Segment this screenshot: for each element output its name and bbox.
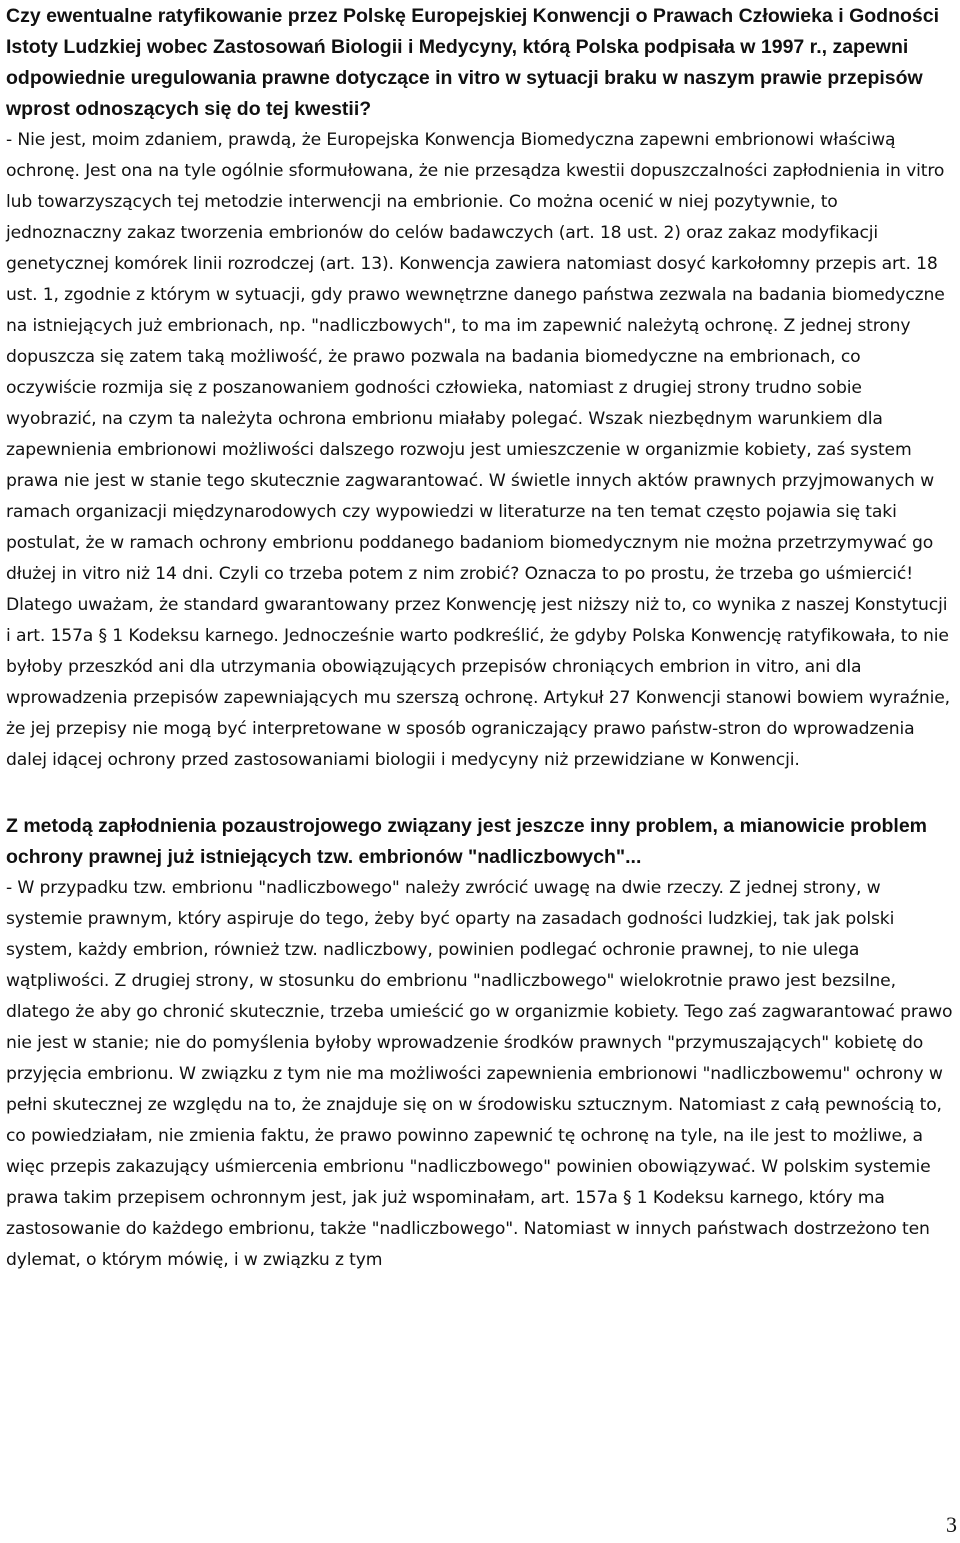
interview-question: Z metodą zapłodnienia pozaustrojowego związany jest jeszcze inny problem, a mianowicie problem ochrony prawnej już istniejących tzw. embrionów "nadliczbowych"... — [6, 815, 928, 868]
interview-question: Czy ewentualne ratyfikowanie przez Polskę Europejskiej Konwencji o Prawach Człowieka i Godności Istoty Ludzkiej wobec Zastosowań Biologii i Medycyny, którą Polska podpisała w 1997 r., zapewni odpowiednie uregulowania prawne dotyczące in vitro w sytuacji braku w naszym prawie przepisów wprost odnoszących się do tej kwestii? — [6, 5, 940, 120]
document-page — [6, 0, 954, 1276]
section-spacer — [6, 776, 954, 810]
page-number: 3 — [946, 1512, 957, 1537]
section-2 — [6, 810, 954, 1276]
interview-answer: - W przypadku tzw. embrionu "nadliczbowego" należy zwrócić uwagę na dwie rzeczy. Z jednej strony, w systemie prawnym, który aspiruje do tego, żeby być oparty na zasadach godności ludzkiej, tak jak polski system, każdy embrion, również tzw. nadliczbowy, powinien podlegać ochronie prawnej, to nie ulega wątpliwości. Z drugiej strony, w stosunku do embrionu "nadliczbowego" wielokrotnie prawo jest bezsilne, dlatego że aby go chronić skutecznie, trzeba umieścić go w organizmie kobiety. Tego zaś zagwarantować prawo nie jest w stanie; nie do pomyślenia byłoby wprowadzenie środków prawnych "przymuszających" kobietę do przyjęcia embrionu. W związku z tym nie ma możliwości zapewnienia embrionowi "nadliczbowemu" ochrony w pełni skutecznej ze względu na to, że znajduje się on w środowisku sztucznym. Natomiast z całą pewnością to, co powiedziałam, nie zmienia faktu, że prawo powinno zapewnić tę ochronę na tyle, na ile jest to możliwe, a więc przepis zakazujący uśmiercenia embrionu "nadliczbowego" powinien obowiązywać. W polskim systemie prawa takim przepisem ochronnym jest, jak już wspominałam, art. 157a § 1 Kodeksu karnego, który ma zastosowanie do każdego embrionu, także "nadliczbowego". Natomiast w innych państwach dostrzeżono ten dylemat, o którym mówię, i w związku z tym — [6, 878, 953, 1270]
interview-answer: - Nie jest, moim zdaniem, prawdą, że Europejska Konwencja Biomedyczna zapewni embrionowi właściwą ochronę. Jest ona na tyle ogólnie sformułowana, że nie przesądza kwestii dopuszczalności zapłodnienia in vitro lub towarzyszących tej metodzie interwencji na embrionie. Co można ocenić w niej pozytywnie, to jednoznaczny zakaz tworzenia embrionów do celów badawczych (art. 18 ust. 2) oraz zakaz modyfikacji genetycznej komórek linii rozrodczej (art. 13). Konwencja zawiera natomiast dosyć karkołomny przepis art. 18 ust. 1, zgodnie z którym w sytuacji, gdy prawo wewnętrzne danego państwa zezwala na badania biomedyczne na istniejących już embrionach, np. "nadliczbowych", to ma im zapewnić należytą ochronę. Z jednej strony dopuszcza się zatem taką możliwość, że prawo pozwala na badania biomedyczne na embrionach, co oczywiście rozmija się z poszanowaniem godności człowieka, natomiast z drugiej strony trudno sobie wyobrazić, na czym ta należyta ochrona embrionu miałaby polegać. Wszak niezbędnym warunkiem dla zapewnienia embrionowi możliwości dalszego rozwoju jest umieszczenie w organizmie kobiety, zaś system prawa nie jest w stanie tego skutecznie zagwarantować. W świetle innych aktów prawnych przyjmowanych w ramach organizacji międzynarodowych czy wypowiedzi w literaturze na ten temat często pojawia się taki postulat, że w ramach ochrony embrionu poddanego badaniom biomedycznym nie można przetrzymywać go dłużej in vitro niż 14 dni. Czyli co trzeba potem z nim zrobić? Oznacza to po prostu, że trzeba go uśmiercić! Dlatego uważam, że standard gwarantowany przez Konwencję jest niższy niż to, co wynika z naszej Konstytucji i art. 157a § 1 Kodeksu karnego. Jednocześnie warto podkreślić, że gdyby Polska Konwencję ratyfikowała, to nie byłoby przeszkód ani dla utrzymania obowiązujących przepisów chroniących embrion in vitro, ani dla wprowadzenia przepisów zapewniających mu szerszą ochronę. Artykuł 27 Konwencji stanowi bowiem wyraźnie, że jej przepisy nie mogą być interpretowane w sposób ograniczający prawo państw-stron do wprowadzenia dalej idącej ochrony przed zastosowaniami biologii i medycyny niż przewidziane w Konwencji. — [6, 130, 950, 770]
section-1 — [6, 0, 954, 776]
